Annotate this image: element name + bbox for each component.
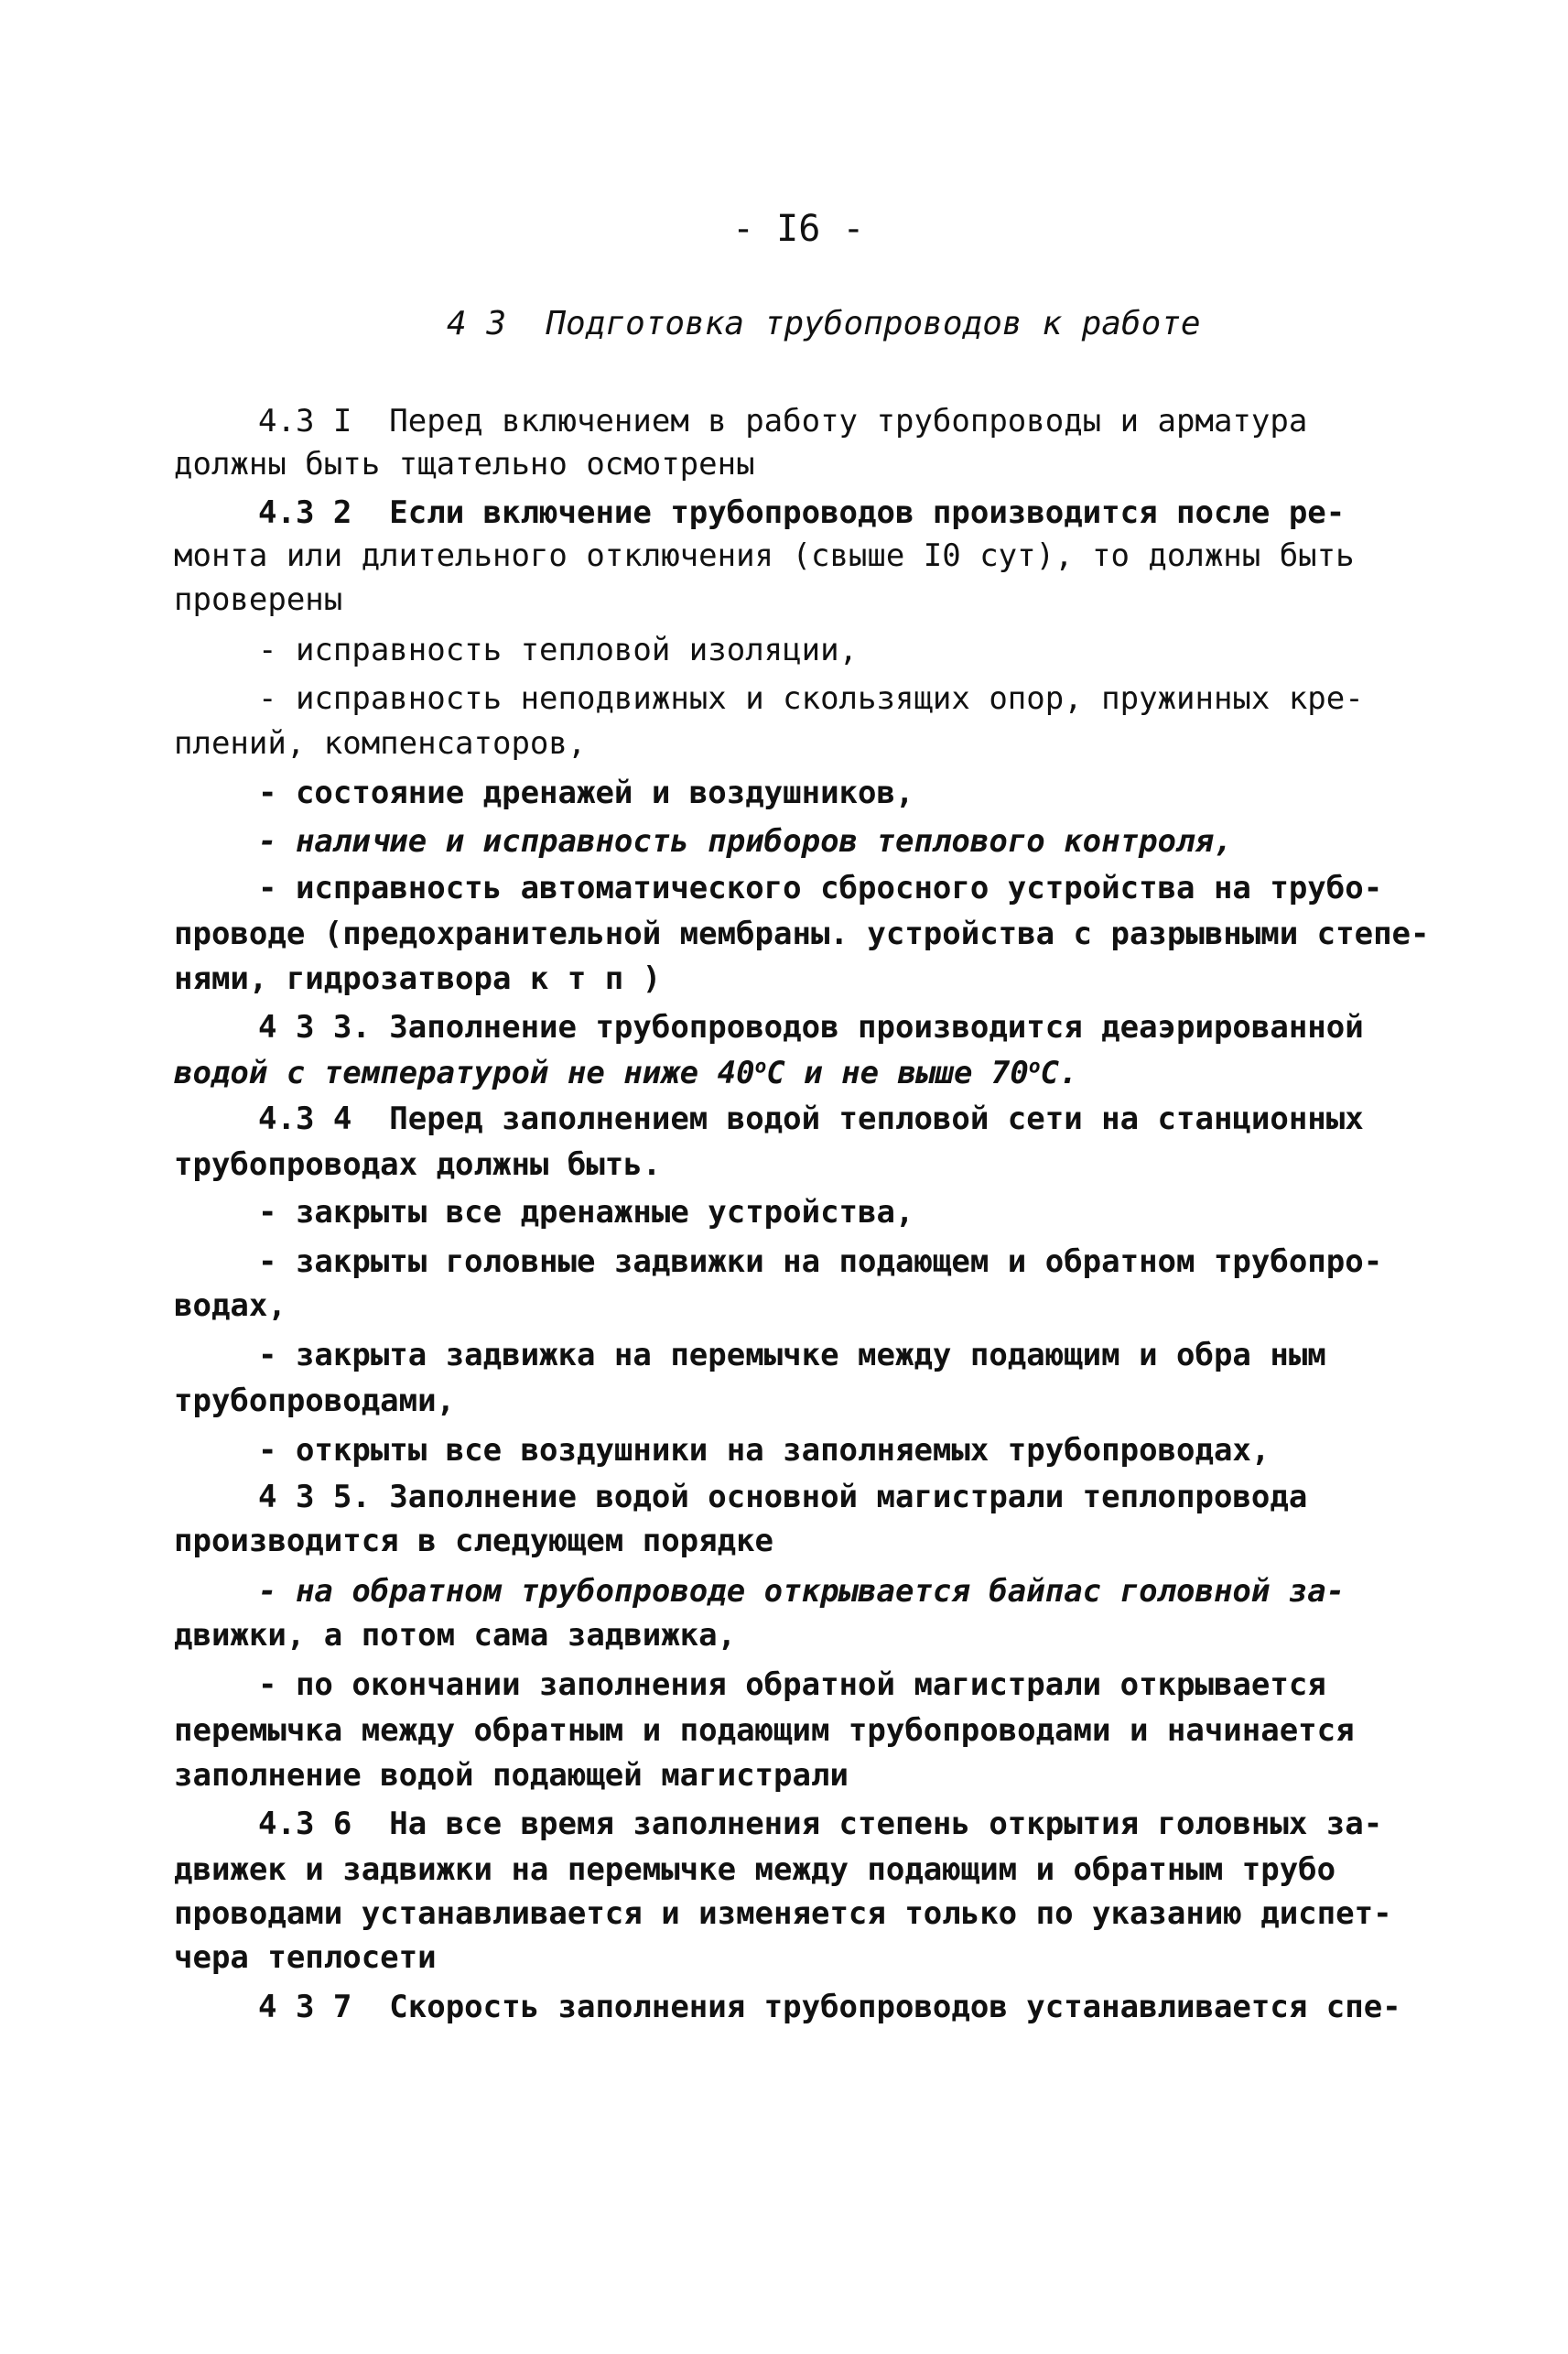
- text-line: движек и задвижки на перемычке между подающим и обратным трубо: [174, 1851, 1336, 1888]
- list-item: - на обратном трубопроводе открывается байпас головной за-: [258, 1573, 1346, 1610]
- temperature-line: [174, 1053, 1078, 1093]
- temperature-text-mid: С и не выше 70: [766, 1055, 1029, 1091]
- text-line: проводе (предохранительной мембраны. устройства с разрывными степе-: [174, 916, 1430, 952]
- text-line: нями, гидрозатвора к т п ): [174, 960, 662, 997]
- text-line: 4.3 I Перед включением в работу трубопроводы и арматура: [258, 403, 1308, 439]
- temperature-text-end: С.: [1040, 1055, 1078, 1091]
- text-line: 4 3 7 Скорость заполнения трубопроводов устанавливается спе-: [258, 1989, 1401, 2025]
- text-line: водах,: [174, 1287, 287, 1324]
- text-line: 4.3 6 На все время заполнения степень открытия головных за-: [258, 1806, 1383, 1842]
- list-item: - закрыты головные задвижки на подающем и обратном трубопро-: [258, 1243, 1383, 1280]
- text-line: 4 3 3. Заполнение трубопроводов производится деаэрированной: [258, 1009, 1364, 1046]
- text-line: производится в следующем порядке: [174, 1523, 774, 1559]
- text-line: проверены: [174, 581, 343, 618]
- text-line: трубопроводах должны быть.: [174, 1146, 662, 1183]
- list-item: - открыты все воздушники на заполняемых трубопроводах,: [258, 1432, 1271, 1469]
- list-item: - по окончании заполнения обратной магистрали открывается: [258, 1666, 1326, 1703]
- degree-sign: о: [1028, 1054, 1041, 1078]
- list-item: - исправность автоматического сбросного устройства на трубо-: [258, 870, 1383, 906]
- text-line: должны быть тщательно осмотрены: [174, 446, 755, 483]
- list-item: - наличие и исправность приборов теплового контроля,: [258, 823, 1233, 860]
- section-heading: 4 3 Подготовка трубопроводов к работе: [447, 305, 1201, 342]
- list-item: - исправность неподвижных и скользящих опор, пружинных кре-: [258, 680, 1364, 717]
- list-item: - закрыты все дренажные устройства,: [258, 1194, 914, 1231]
- text-line: 4.3 4 Перед заполнением водой тепловой сети на станционных: [258, 1101, 1364, 1137]
- text-line: 4.3 2 Если включение трубопроводов производится после ре-: [258, 494, 1346, 531]
- text-line: проводами устанавливается и изменяется только по указанию диспет-: [174, 1895, 1392, 1932]
- text-line: плений, компенсаторов,: [174, 725, 587, 762]
- temperature-text: водой с температурой не ниже 40: [174, 1055, 755, 1091]
- text-line: перемычка между обратным и подающим трубопроводами и начинается: [174, 1712, 1355, 1749]
- text-line: движки, а потом сама задвижка,: [174, 1617, 737, 1654]
- text-line: 4 3 5. Заполнение водой основной магистрали теплопровода: [258, 1479, 1308, 1515]
- text-line: трубопроводами,: [174, 1383, 456, 1419]
- text-line: чера теплосети: [174, 1939, 437, 1976]
- list-item: - состояние дренажей и воздушников,: [258, 775, 914, 811]
- text-line: заполнение водой подающей магистрали: [174, 1757, 849, 1794]
- text-line: монта или длительного отключения (свыше I0 сут), то должны быть: [174, 537, 1355, 574]
- list-item: - закрыта задвижка на перемычке между подающим и обра ным: [258, 1337, 1326, 1373]
- list-item: - исправность тепловой изоляции,: [258, 632, 859, 668]
- page-number: - I6 -: [732, 208, 865, 250]
- degree-sign: о: [754, 1054, 767, 1078]
